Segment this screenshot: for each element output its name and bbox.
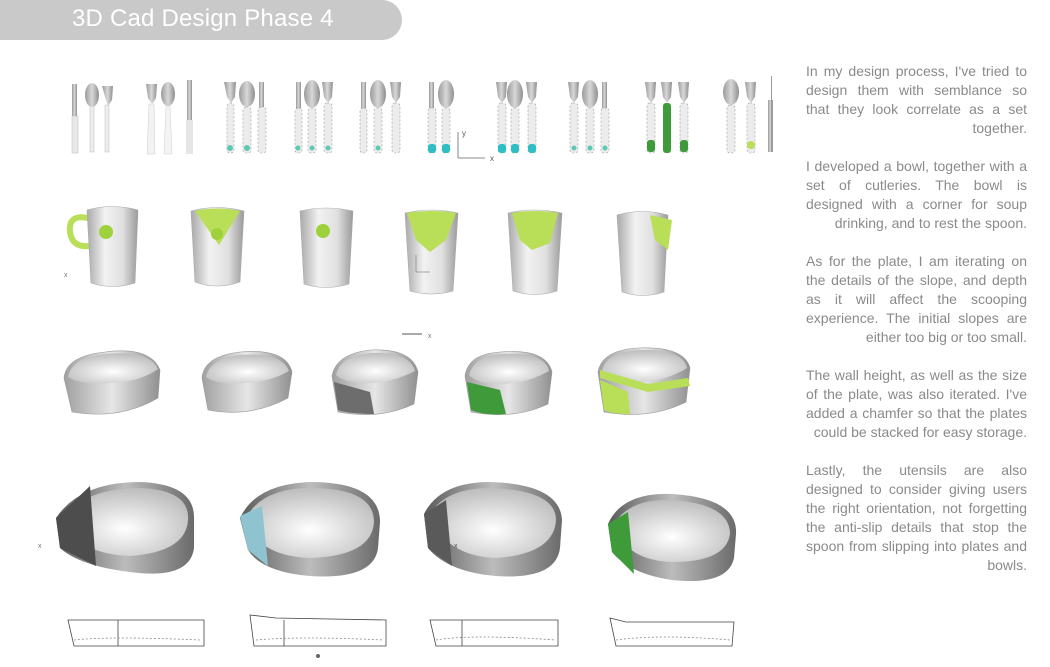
axis-label-y: y: [462, 129, 466, 138]
cutlery-set-6: [428, 80, 537, 158]
cup-5: [508, 210, 562, 295]
axis-label-x-3: x: [428, 333, 432, 340]
cutlery-set-7: [568, 80, 609, 153]
bowl-4: [465, 351, 552, 414]
divider-line: [771, 76, 772, 152]
cup-6: [617, 212, 672, 296]
cutlery-set-1: [72, 83, 113, 153]
cup-2: [191, 208, 244, 287]
bowl-2: [202, 351, 292, 412]
bowl-1: [64, 351, 160, 414]
paragraph-1: In my design process, I've tried to design them with semblance so that they look correlate as a set together.: [806, 63, 1027, 136]
axis-label-x-4: x: [38, 543, 42, 550]
paragraph-5: Lastly, the utensils are also designed to consider giving users the right orientation, not forgetting the anti-slip details that stop the spoon from slipping into plates and bowls.: [806, 462, 1027, 573]
plate-1: [38, 482, 194, 574]
bowl-3: [332, 350, 418, 415]
section-2: [250, 615, 386, 646]
axis-label-x: x: [490, 154, 494, 163]
bowl-5: [598, 348, 690, 415]
description-column: [806, 62, 1027, 594]
plate-3: [424, 482, 562, 576]
section-3: [430, 620, 558, 646]
cup-3: [300, 208, 353, 288]
cup-1: [64, 207, 138, 287]
cups-row: [64, 207, 672, 341]
cutlery-set-4: [295, 80, 333, 153]
cutlery-set-5: [360, 80, 401, 153]
paragraph-2: I developed a bowl, together with a set of cutleries. The bowl is designed with a corner for soup drinking, and to rest the spoon.: [806, 158, 1027, 231]
plate-2: [240, 482, 380, 576]
bowls-row: [64, 348, 690, 415]
page-title: 3D Cad Design Phase 4: [72, 5, 334, 32]
cutlery-set-2: [146, 80, 193, 154]
section-1: [68, 620, 204, 646]
paragraph-4: The wall height, as well as the size of the plate, was also iterated. I've added a chamfer so that the plates could be stacked for easy storage.: [806, 367, 1027, 440]
cutlery-row: [72, 79, 773, 163]
cup-4: [405, 210, 458, 294]
plates-row: [38, 482, 736, 581]
plate-4: [608, 494, 736, 581]
cutlery-set-8: [645, 82, 689, 153]
cutlery-set-3: [224, 81, 266, 153]
axis-label-x-5: x: [454, 543, 458, 550]
paragraph-3: As for the plate, I am iterating on the details of the slope, and depth as it will affect the scooping experience. The initial slopes are either too big or too small.: [806, 253, 1027, 345]
section-4: [610, 618, 734, 646]
cutlery-set-9: [723, 79, 773, 153]
axis-label-x-2: x: [64, 272, 68, 279]
section-views: [68, 615, 734, 658]
